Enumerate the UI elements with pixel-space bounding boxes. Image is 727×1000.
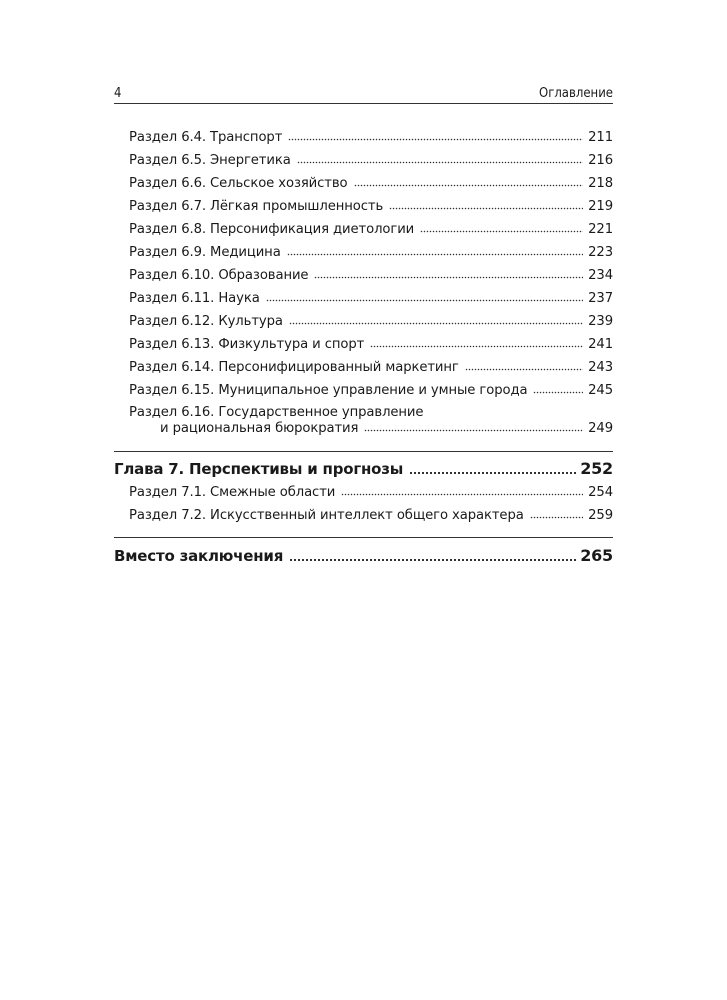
toc-entry-page: 223 [588,245,613,260]
dot-leader [530,515,583,519]
toc-conclusion[interactable] [114,546,613,565]
toc-entry-page: 211 [588,130,613,145]
toc-entry-6-14[interactable] [129,360,613,375]
dot-leader [420,229,583,233]
dot-leader [287,252,583,256]
toc-entry-title: Раздел 6.14. Персонифицированный маркетинг [129,360,459,375]
toc-chapter-page: 252 [580,459,613,478]
toc-entry-title: Раздел 7.2. Искусственный интеллект общего характера [129,508,524,523]
toc-entry-title: Раздел 6.11. Наука [129,291,260,306]
toc-entry-page: 218 [588,176,613,191]
toc-entry-title: Раздел 6.9. Медицина [129,245,281,260]
toc-entry-page: 254 [588,485,613,500]
section-rule [114,451,613,452]
dot-leader [289,557,576,562]
toc-entry-6-5[interactable] [129,153,613,168]
toc-entry-6-6[interactable] [129,176,613,191]
dot-leader [364,428,583,432]
toc-entry-title: Раздел 6.6. Сельское хозяйство [129,176,348,191]
dot-leader [266,298,583,302]
toc-entry-6-11[interactable] [129,291,613,306]
toc-entry-6-15[interactable] [129,383,613,398]
toc-entry-title: Раздел 6.4. Транспорт [129,130,283,145]
toc-entry-title: Раздел 6.16. Государственное управление [129,405,424,420]
toc-entry-title-continuation: и рациональная бюрократия [160,421,359,436]
toc-entry-page: 221 [588,222,613,237]
dot-leader [354,183,583,187]
toc-entry-title: Раздел 6.10. Образование [129,268,309,283]
toc-entry-6-7[interactable] [129,199,613,214]
toc-entry-title: Раздел 6.7. Лёгкая промышленность [129,199,384,214]
running-title: Оглавление [538,86,613,101]
toc-entry-page: 234 [588,268,613,283]
dot-leader [288,137,583,141]
dot-leader [289,321,583,325]
toc-entry-page: 249 [588,421,613,436]
dot-leader [370,344,583,348]
dot-leader [389,206,583,210]
toc-chapter-7[interactable] [114,459,613,478]
toc-entry-title: Раздел 7.1. Смежные области [129,485,336,500]
toc-entry-6-8[interactable] [129,222,613,237]
header-rule [114,103,613,104]
dot-leader [341,492,583,496]
toc-entry-6-16-line1[interactable] [129,405,613,420]
toc-entry-page: 239 [588,314,613,329]
toc-chapter-page: 265 [580,546,613,565]
toc-entry-page: 259 [588,508,613,523]
toc-entry-6-13[interactable] [129,337,613,352]
toc-entry-7-2[interactable] [129,508,613,523]
section-rule [114,537,613,538]
dot-leader [533,390,583,394]
toc-chapter-title: Глава 7. Перспективы и прогнозы [114,460,404,478]
toc-entry-6-9[interactable] [129,245,613,260]
dot-leader [465,367,583,371]
toc-entry-page: 237 [588,291,613,306]
toc-entry-title: Раздел 6.13. Физкультура и спорт [129,337,365,352]
toc-entry-7-1[interactable] [129,485,613,500]
toc-entry-title: Раздел 6.8. Персонификация диетологии [129,222,415,237]
toc-entry-6-4[interactable] [129,130,613,145]
toc-entry-title: Раздел 6.12. Культура [129,314,283,329]
dot-leader [314,275,583,279]
toc-entry-page: 216 [588,153,613,168]
dot-leader [297,160,583,164]
running-header [114,82,613,104]
toc-entry-title: Раздел 6.15. Муниципальное управление и умные города [129,383,528,398]
toc-entry-page: 241 [588,337,613,352]
dot-leader [409,470,576,475]
toc-entry-6-12[interactable] [129,314,613,329]
page-number: 4 [114,86,122,101]
toc-entry-page: 243 [588,360,613,375]
toc-entry-title: Раздел 6.5. Энергетика [129,153,291,168]
toc-entry-page: 245 [588,383,613,398]
toc-entry-6-10[interactable] [129,268,613,283]
toc-chapter-title: Вместо заключения [114,547,284,565]
toc-entry-page: 219 [588,199,613,214]
toc-entry-6-16-line2[interactable] [160,421,613,436]
